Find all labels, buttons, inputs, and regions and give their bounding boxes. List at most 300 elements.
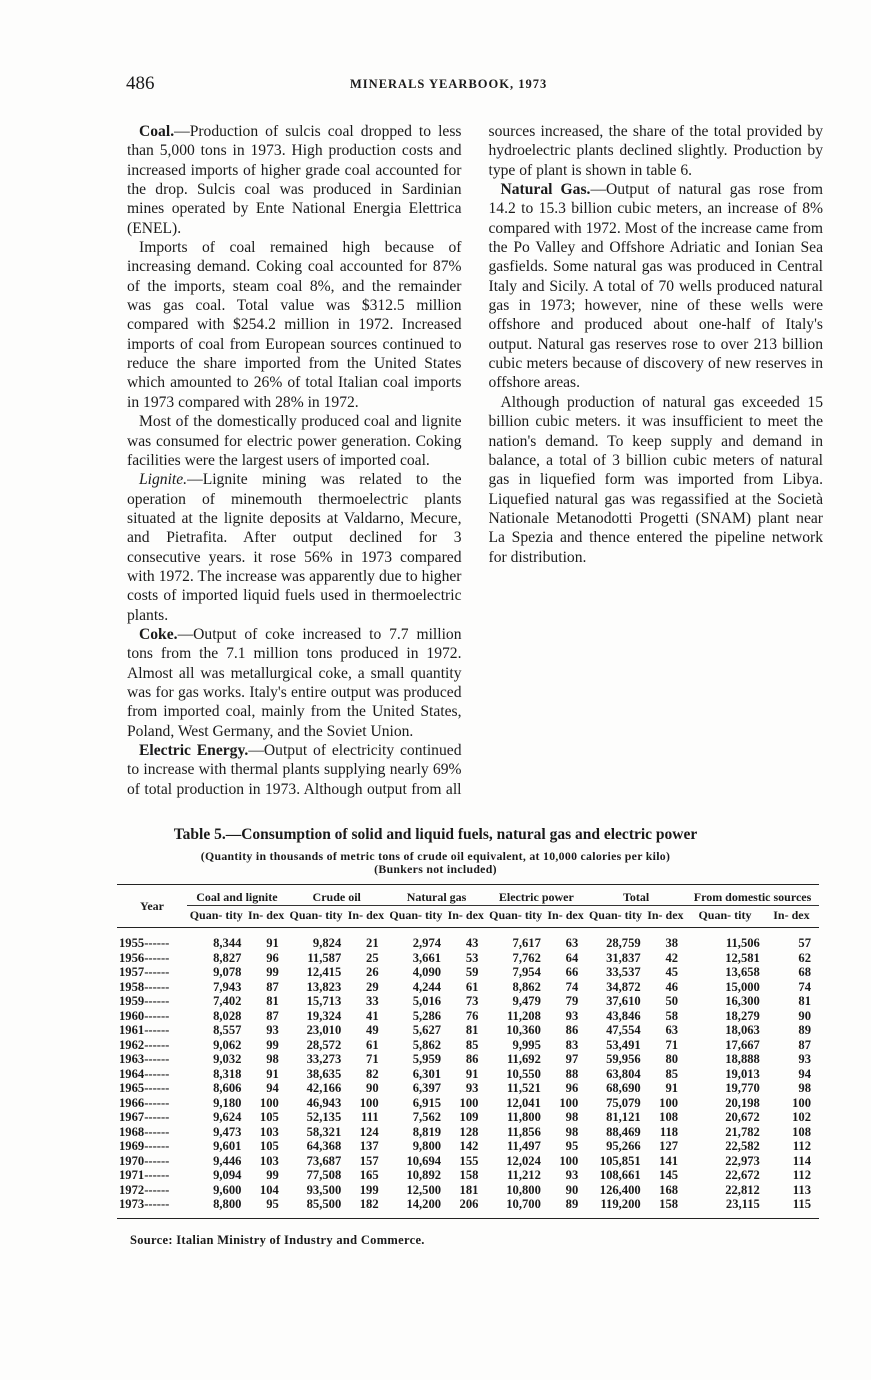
paragraph bbox=[489, 180, 824, 393]
cell-value: 19,770 bbox=[725, 1081, 760, 1095]
cell-value: 108 bbox=[792, 1124, 811, 1139]
year-label: 1960 bbox=[119, 1008, 145, 1023]
cell-value: 31,837 bbox=[606, 950, 641, 965]
cell-value: 8,827 bbox=[213, 950, 242, 965]
cell-value: 5,627 bbox=[412, 1023, 442, 1037]
cell-value: 82 bbox=[366, 1066, 379, 1081]
cell-value: 76 bbox=[465, 1008, 479, 1023]
cell-year: 1970------ bbox=[119, 1153, 170, 1168]
cell-value: 98 bbox=[798, 1081, 811, 1095]
cell-value: 41 bbox=[366, 1008, 379, 1023]
cell-value: 22,812 bbox=[725, 1182, 760, 1197]
cell-value: 28,759 bbox=[606, 936, 641, 950]
paragraph-body: —Output of coke increased to 7.7 million tons from the 7.1 million tons produced in 1972. Almost all was metallurgical coke, a small quantity was for gas works. Italy's entire output was produced from imported coal, mainly from the United States, Poland, West Germany, and the Soviet Union. bbox=[127, 625, 462, 740]
cell-value: 38,635 bbox=[306, 1066, 342, 1081]
cell-value: 21,782 bbox=[725, 1124, 760, 1139]
year-label: 1966 bbox=[119, 1095, 145, 1110]
table-row bbox=[117, 1154, 819, 1169]
cell-value: 11,212 bbox=[506, 1168, 541, 1182]
cell-value: 105,851 bbox=[599, 1153, 641, 1168]
cell-value: 9,446 bbox=[213, 1153, 242, 1168]
cell-value: 20,672 bbox=[725, 1110, 760, 1124]
cell-value: 7,954 bbox=[512, 965, 541, 979]
year-label: 1957 bbox=[119, 965, 145, 979]
cell-value: 58 bbox=[665, 1008, 679, 1023]
running-title: MINERALS YEARBOOK, 1973 bbox=[350, 77, 548, 91]
table-title: Table 5.—Consumption of solid and liquid fuels, natural gas and electric power bbox=[173, 826, 698, 843]
header-quantity: Quan- tity bbox=[389, 908, 443, 922]
cell-year: 1957------ bbox=[119, 965, 170, 979]
year-label: 1964 bbox=[119, 1066, 145, 1081]
cell-value: 21 bbox=[366, 936, 379, 950]
cell-value: 9,479 bbox=[512, 994, 541, 1008]
cell-value: 17,667 bbox=[725, 1037, 760, 1052]
cell-year: 1958------ bbox=[119, 979, 170, 994]
table-row bbox=[117, 994, 819, 1009]
cell-value: 98 bbox=[266, 1052, 279, 1066]
cell-value: 11,692 bbox=[506, 1052, 541, 1066]
header-group: Crude oil bbox=[287, 885, 387, 906]
cell-value: 91 bbox=[465, 1066, 479, 1081]
paragraph bbox=[127, 238, 462, 412]
cell-value: 11,208 bbox=[506, 1008, 541, 1023]
paragraph-body: Although production of natural gas exceeded 15 billion cubic meters. it was insufficient to meet the nation's demand. To keep supply and demand in balance, a total of 3 billion cubic meters of natural gas in liquefied form was imported from Libya. Liquefied natural gas was regassified at the Società Nationale Metanodotti Progetti (SNAM) plant near La Spezia and thence entered the pipeline network for distribution. bbox=[488, 393, 823, 566]
cell-value: 11,587 bbox=[307, 950, 342, 965]
cell-value: 10,550 bbox=[506, 1066, 541, 1081]
cell-value: 90 bbox=[366, 1081, 379, 1095]
cell-value: 103 bbox=[259, 1124, 279, 1139]
header-index: In- dex bbox=[547, 908, 584, 922]
cell-value: 5,959 bbox=[412, 1052, 442, 1066]
cell-value: 155 bbox=[459, 1153, 479, 1168]
cell-value: 4,090 bbox=[412, 965, 442, 979]
cell-value: 10,892 bbox=[406, 1168, 442, 1182]
cell-value: 71 bbox=[665, 1037, 679, 1052]
cell-value: 8,028 bbox=[213, 1008, 242, 1023]
cell-value: 100 bbox=[259, 1095, 279, 1110]
paragraph-body: Imports of coal remained high because of increasing demand. Coking coal accounted for 87% of the imports, steam coal 8%, and the remainder was gas coal. Total value was $312.5 million compared with $254.2 million in 1972. Increased imports of coal from European sources continued to reduce the share imported from the United States which amounted to 26% of total Italian coal imports in 1973 compared with 28% in 1972. bbox=[127, 239, 462, 411]
year-label: 1967 bbox=[119, 1110, 145, 1124]
cell-value: 13,823 bbox=[306, 979, 342, 994]
paragraph bbox=[127, 122, 462, 238]
cell-value: 37,610 bbox=[606, 994, 641, 1008]
cell-value: 64 bbox=[565, 950, 579, 965]
cell-value: 80 bbox=[665, 1052, 679, 1066]
cell-value: 81 bbox=[266, 994, 279, 1008]
cell-value: 11,800 bbox=[506, 1110, 541, 1124]
header-quantity: Quan- tity bbox=[588, 908, 642, 922]
cell-value: 71 bbox=[366, 1052, 379, 1066]
cell-value: 11,506 bbox=[725, 936, 760, 950]
cell-value: 93 bbox=[565, 1008, 579, 1023]
cell-value: 4,244 bbox=[412, 979, 442, 994]
cell-value: 100 bbox=[359, 1095, 379, 1110]
header-year: Year bbox=[140, 899, 164, 913]
cell-value: 108 bbox=[659, 1110, 679, 1124]
year-label: 1968 bbox=[119, 1124, 145, 1139]
cell-value: 142 bbox=[459, 1139, 479, 1153]
year-label: 1973 bbox=[119, 1197, 145, 1211]
header-quantity: Quan- tity bbox=[698, 908, 752, 922]
cell-value: 33,273 bbox=[306, 1052, 342, 1066]
cell-value: 93 bbox=[565, 1168, 579, 1182]
cell-value: 97 bbox=[565, 1052, 579, 1066]
cell-value: 102 bbox=[792, 1110, 811, 1124]
cell-value: 15,000 bbox=[725, 979, 760, 994]
cell-year: 1972------ bbox=[119, 1182, 170, 1197]
cell-value: 9,032 bbox=[213, 1052, 242, 1066]
cell-value: 85 bbox=[465, 1037, 479, 1052]
body-text-columns bbox=[127, 122, 823, 812]
cell-year: 1959------ bbox=[119, 994, 170, 1008]
cell-value: 7,617 bbox=[512, 936, 541, 950]
cell-value: 91 bbox=[665, 1081, 679, 1095]
year-label: 1971 bbox=[119, 1168, 145, 1182]
cell-value: 2,974 bbox=[412, 936, 442, 950]
cell-value: 47,554 bbox=[606, 1023, 641, 1037]
cell-value: 93 bbox=[798, 1052, 811, 1066]
header-quantity: Quan- tity bbox=[189, 908, 243, 922]
cell-value: 50 bbox=[665, 994, 679, 1008]
cell-value: 157 bbox=[359, 1153, 379, 1168]
cell-value: 22,582 bbox=[725, 1139, 760, 1153]
cell-value: 12,581 bbox=[725, 950, 760, 965]
cell-value: 91 bbox=[266, 936, 279, 950]
cell-value: 53,491 bbox=[606, 1037, 641, 1052]
header-group: Coal and lignite bbox=[187, 885, 287, 906]
cell-value: 9,078 bbox=[213, 965, 242, 979]
cell-value: 23,115 bbox=[725, 1197, 760, 1211]
paragraph-body: —Output of electricity continued to increase with thermal plants supplying nearly 69% of total production in 1973. Although output from all sources increased, the share of the total provided by hydroelectric plants declined slightly. Production by type of plant is shown in table 6. bbox=[127, 123, 823, 798]
cell-value: 18,279 bbox=[725, 1008, 760, 1023]
year-label: 1962 bbox=[119, 1037, 145, 1052]
cell-value: 100 bbox=[792, 1095, 811, 1110]
cell-value: 81 bbox=[465, 1023, 479, 1037]
cell-value: 46 bbox=[665, 979, 679, 994]
cell-value: 20,198 bbox=[725, 1095, 760, 1110]
cell-value: 137 bbox=[359, 1139, 379, 1153]
cell-value: 6,915 bbox=[412, 1095, 442, 1110]
cell-value: 124 bbox=[359, 1124, 379, 1139]
paragraph-body: —Lignite mining was related to the operation of minemouth thermoelectric plants situated at the lignite deposits at Valdarno, Mecure, and Pietrafita. After output declined for 3 consecutive years. it rose 56% in 1973 compared with 1972. The increase was apparently due to higher costs of imported liquid fuels used in thermoelectric plants. bbox=[127, 471, 462, 624]
cell-year: 1955------ bbox=[119, 936, 170, 950]
cell-value: 141 bbox=[659, 1153, 679, 1168]
cell-value: 7,562 bbox=[412, 1110, 442, 1124]
header-index: In- dex bbox=[647, 908, 684, 922]
cell-value: 7,762 bbox=[512, 950, 541, 965]
cell-value: 8,819 bbox=[412, 1124, 442, 1139]
cell-value: 87 bbox=[266, 979, 279, 994]
cell-year: 1965------ bbox=[119, 1081, 170, 1095]
cell-value: 115 bbox=[792, 1197, 811, 1211]
cell-value: 63 bbox=[665, 1023, 679, 1037]
table-row bbox=[117, 1038, 819, 1053]
table-row bbox=[117, 1081, 819, 1096]
cell-value: 63,804 bbox=[606, 1066, 641, 1081]
paragraph-body: Most of the domestically produced coal and lignite was consumed for electric power generation. Coking facilities were the largest users of imported coal. bbox=[127, 413, 462, 469]
table-subtitle-2: (Bunkers not included) bbox=[374, 862, 497, 876]
year-label: 1958 bbox=[119, 979, 145, 994]
paragraph-lead: Natural Gas. bbox=[500, 181, 591, 199]
cell-value: 89 bbox=[565, 1197, 579, 1211]
cell-value: 75,079 bbox=[606, 1095, 641, 1110]
cell-value: 109 bbox=[459, 1110, 479, 1124]
cell-value: 181 bbox=[459, 1182, 479, 1197]
header-quantity: Quan- tity bbox=[289, 908, 343, 922]
cell-value: 99 bbox=[266, 965, 279, 979]
cell-year: 1966------ bbox=[119, 1095, 170, 1110]
cell-value: 10,700 bbox=[506, 1197, 541, 1211]
cell-value: 91 bbox=[266, 1066, 279, 1081]
table-row bbox=[117, 1125, 819, 1140]
cell-value: 23,010 bbox=[306, 1023, 342, 1037]
cell-value: 108,661 bbox=[599, 1168, 641, 1182]
cell-value: 87 bbox=[798, 1037, 811, 1052]
cell-value: 111 bbox=[361, 1110, 379, 1124]
cell-value: 77,508 bbox=[306, 1168, 342, 1182]
cell-value: 112 bbox=[792, 1168, 811, 1182]
cell-value: 8,344 bbox=[213, 936, 242, 950]
header-index: In- dex bbox=[773, 908, 810, 922]
table-row bbox=[117, 928, 819, 951]
cell-value: 38 bbox=[665, 936, 679, 950]
cell-value: 5,286 bbox=[412, 1008, 442, 1023]
table-row bbox=[117, 1183, 819, 1198]
cell-value: 58,321 bbox=[306, 1124, 342, 1139]
cell-value: 64,368 bbox=[306, 1139, 342, 1153]
cell-value: 14,200 bbox=[406, 1197, 442, 1211]
cell-value: 9,624 bbox=[213, 1110, 242, 1124]
table-row bbox=[117, 1110, 819, 1125]
cell-value: 11,521 bbox=[506, 1081, 541, 1095]
cell-value: 90 bbox=[565, 1182, 579, 1197]
cell-value: 6,301 bbox=[412, 1066, 442, 1081]
cell-value: 12,415 bbox=[306, 965, 342, 979]
cell-value: 5,862 bbox=[412, 1037, 442, 1052]
cell-value: 98 bbox=[565, 1124, 579, 1139]
cell-value: 145 bbox=[659, 1168, 679, 1182]
cell-value: 105 bbox=[259, 1139, 279, 1153]
paragraph-lead: Coal. bbox=[139, 123, 175, 140]
table-subtitle: (Quantity in thousands of metric tons of crude oil equivalent, at 10,000 calories per kilo) bbox=[200, 849, 671, 863]
cell-value: 104 bbox=[259, 1182, 279, 1197]
cell-value: 22,973 bbox=[725, 1153, 760, 1168]
cell-value: 8,862 bbox=[512, 979, 541, 994]
cell-value: 61 bbox=[366, 1037, 379, 1052]
cell-value: 74 bbox=[798, 979, 811, 994]
cell-value: 7,402 bbox=[213, 994, 242, 1008]
table-row bbox=[117, 965, 819, 980]
cell-value: 74 bbox=[565, 979, 579, 994]
paragraph-lead: Electric Energy. bbox=[139, 742, 249, 759]
cell-value: 88,469 bbox=[606, 1124, 641, 1139]
table-row bbox=[117, 1009, 819, 1024]
cell-value: 10,694 bbox=[406, 1153, 442, 1168]
cell-value: 33,537 bbox=[606, 965, 641, 979]
cell-value: 63 bbox=[565, 936, 579, 950]
paragraph-lead: Lignite. bbox=[139, 471, 188, 489]
cell-value: 100 bbox=[459, 1095, 479, 1110]
cell-value: 119,200 bbox=[600, 1197, 641, 1211]
cell-value: 8,557 bbox=[213, 1023, 242, 1037]
year-label: 1963 bbox=[119, 1052, 145, 1066]
cell-year: 1973------ bbox=[119, 1197, 170, 1211]
cell-value: 128 bbox=[459, 1124, 479, 1139]
year-label: 1970 bbox=[119, 1153, 145, 1168]
cell-value: 42 bbox=[665, 950, 679, 965]
cell-value: 18,888 bbox=[725, 1052, 760, 1066]
cell-value: 12,500 bbox=[406, 1182, 442, 1197]
cell-value: 3,661 bbox=[412, 950, 442, 965]
cell-value: 8,606 bbox=[213, 1081, 242, 1095]
cell-value: 12,024 bbox=[506, 1153, 541, 1168]
cell-value: 96 bbox=[565, 1081, 579, 1095]
header-index: In- dex bbox=[347, 908, 385, 922]
header-group: Natural gas bbox=[387, 885, 487, 906]
cell-value: 93 bbox=[266, 1023, 279, 1037]
cell-value: 86 bbox=[565, 1023, 579, 1037]
cell-value: 9,600 bbox=[213, 1182, 242, 1197]
paragraph-lead: Coke. bbox=[139, 625, 178, 643]
cell-value: 52,135 bbox=[306, 1110, 342, 1124]
cell-value: 100 bbox=[659, 1095, 679, 1110]
paragraph-body: —Production of sulcis coal dropped to less than 5,000 tons in 1973. High production costs and increased imports of higher grade coal accounted for the drop. Sulcis coal was produced in Sardinian mines operated by Ente National Energia Elettrica (ENEL). bbox=[127, 123, 462, 237]
header-index: In- dex bbox=[247, 908, 285, 922]
cell-value: 9,094 bbox=[213, 1168, 242, 1182]
cell-value: 81 bbox=[798, 994, 811, 1008]
cell-year: 1971------ bbox=[119, 1168, 170, 1182]
cell-value: 87 bbox=[266, 1008, 279, 1023]
cell-value: 118 bbox=[659, 1124, 679, 1139]
year-label: 1959 bbox=[119, 994, 145, 1008]
page-number: 486 bbox=[126, 73, 155, 94]
year-label: 1955 bbox=[119, 936, 145, 950]
cell-value: 99 bbox=[266, 1037, 279, 1052]
cell-value: 73,687 bbox=[306, 1153, 342, 1168]
cell-value: 11,497 bbox=[506, 1139, 541, 1153]
table-row bbox=[117, 1197, 819, 1218]
cell-value: 182 bbox=[359, 1197, 379, 1211]
cell-value: 25 bbox=[366, 950, 379, 965]
paragraph bbox=[127, 412, 462, 470]
table-row bbox=[117, 1052, 819, 1067]
cell-value: 73 bbox=[465, 994, 479, 1008]
cell-value: 9,995 bbox=[512, 1037, 541, 1052]
cell-value: 49 bbox=[366, 1023, 379, 1037]
cell-value: 93 bbox=[465, 1081, 479, 1095]
cell-value: 94 bbox=[266, 1081, 279, 1095]
cell-value: 126,400 bbox=[599, 1182, 641, 1197]
cell-value: 29 bbox=[366, 979, 379, 994]
paragraph bbox=[127, 625, 462, 741]
cell-year: 1969------ bbox=[119, 1139, 170, 1153]
table-row bbox=[117, 980, 819, 995]
cell-value: 7,943 bbox=[213, 979, 242, 994]
cell-value: 199 bbox=[359, 1182, 379, 1197]
cell-value: 28,572 bbox=[306, 1037, 342, 1052]
table-row bbox=[117, 1168, 819, 1183]
cell-value: 83 bbox=[565, 1037, 579, 1052]
cell-value: 93,500 bbox=[306, 1182, 342, 1197]
cell-value: 96 bbox=[266, 950, 279, 965]
cell-year: 1968------ bbox=[119, 1124, 170, 1139]
cell-value: 95 bbox=[266, 1197, 279, 1211]
paragraph-body: —Output of natural gas rose from 14.2 to 15.3 billion cubic meters, an increase of 8% compared with 1972. Most of the increase came from the Po Valley and Offshore Adriatic and Ionian Sea gasfields. Some natural gas was produced in Central Italy and Sicily. A total of 70 wells produced natural gas in 1973; however, nine of these wells were offshore and produced about one-half of Italy's output. Natural gas reserves rose to over 213 billion cubic meters because of discovery of new reserves in offshore areas. bbox=[488, 181, 824, 392]
consumption-table bbox=[117, 884, 819, 1219]
cell-value: 99 bbox=[266, 1168, 279, 1182]
table-row bbox=[117, 1096, 819, 1111]
cell-value: 33 bbox=[366, 994, 379, 1008]
cell-value: 18,063 bbox=[725, 1023, 760, 1037]
cell-value: 45 bbox=[665, 965, 679, 979]
table-row bbox=[117, 1139, 819, 1154]
cell-value: 43 bbox=[465, 936, 479, 950]
cell-value: 13,658 bbox=[725, 965, 760, 979]
cell-value: 105 bbox=[259, 1110, 279, 1124]
cell-value: 158 bbox=[459, 1168, 479, 1182]
cell-value: 66 bbox=[565, 965, 579, 979]
cell-value: 9,062 bbox=[213, 1037, 242, 1052]
year-label: 1965 bbox=[119, 1081, 145, 1095]
cell-year: 1964------ bbox=[119, 1066, 170, 1081]
paragraph bbox=[489, 393, 824, 567]
table-row bbox=[117, 951, 819, 966]
cell-value: 16,300 bbox=[725, 994, 760, 1008]
table-source: Source: Italian Ministry of Industry and Commerce. bbox=[130, 1233, 425, 1247]
table-row bbox=[117, 1023, 819, 1038]
cell-value: 11,856 bbox=[506, 1124, 541, 1139]
cell-value: 15,713 bbox=[306, 994, 342, 1008]
cell-value: 85,500 bbox=[306, 1197, 342, 1211]
year-label: 1969 bbox=[119, 1139, 145, 1153]
cell-value: 9,601 bbox=[213, 1139, 242, 1153]
cell-value: 57 bbox=[798, 936, 811, 950]
cell-value: 62 bbox=[798, 950, 811, 965]
cell-value: 98 bbox=[565, 1110, 579, 1124]
cell-value: 9,800 bbox=[412, 1139, 442, 1153]
cell-value: 59,956 bbox=[606, 1052, 641, 1066]
cell-value: 206 bbox=[459, 1197, 479, 1211]
cell-value: 89 bbox=[798, 1023, 811, 1037]
year-label: 1956 bbox=[119, 950, 145, 965]
header-group: Total bbox=[586, 885, 686, 906]
cell-value: 19,013 bbox=[725, 1066, 760, 1081]
cell-value: 127 bbox=[659, 1139, 679, 1153]
cell-value: 19,324 bbox=[306, 1008, 342, 1023]
header-quantity: Quan- tity bbox=[489, 908, 543, 922]
cell-value: 26 bbox=[366, 965, 379, 979]
cell-value: 168 bbox=[659, 1182, 679, 1197]
cell-value: 86 bbox=[465, 1052, 479, 1066]
cell-value: 8,800 bbox=[213, 1197, 242, 1211]
cell-value: 79 bbox=[565, 994, 579, 1008]
year-label: 1961 bbox=[119, 1023, 145, 1037]
cell-value: 103 bbox=[259, 1153, 279, 1168]
cell-value: 100 bbox=[559, 1095, 579, 1110]
cell-value: 43,846 bbox=[606, 1008, 641, 1023]
cell-value: 22,672 bbox=[725, 1168, 760, 1182]
cell-value: 114 bbox=[792, 1153, 811, 1168]
header-group: From domestic sources bbox=[686, 885, 819, 906]
cell-value: 68 bbox=[798, 965, 811, 979]
cell-year: 1962------ bbox=[119, 1037, 170, 1052]
cell-value: 53 bbox=[465, 950, 479, 965]
cell-year: 1956------ bbox=[119, 950, 170, 965]
cell-value: 59 bbox=[465, 965, 479, 979]
cell-value: 5,016 bbox=[412, 994, 442, 1008]
cell-year: 1963------ bbox=[119, 1052, 170, 1066]
cell-value: 68,690 bbox=[606, 1081, 641, 1095]
